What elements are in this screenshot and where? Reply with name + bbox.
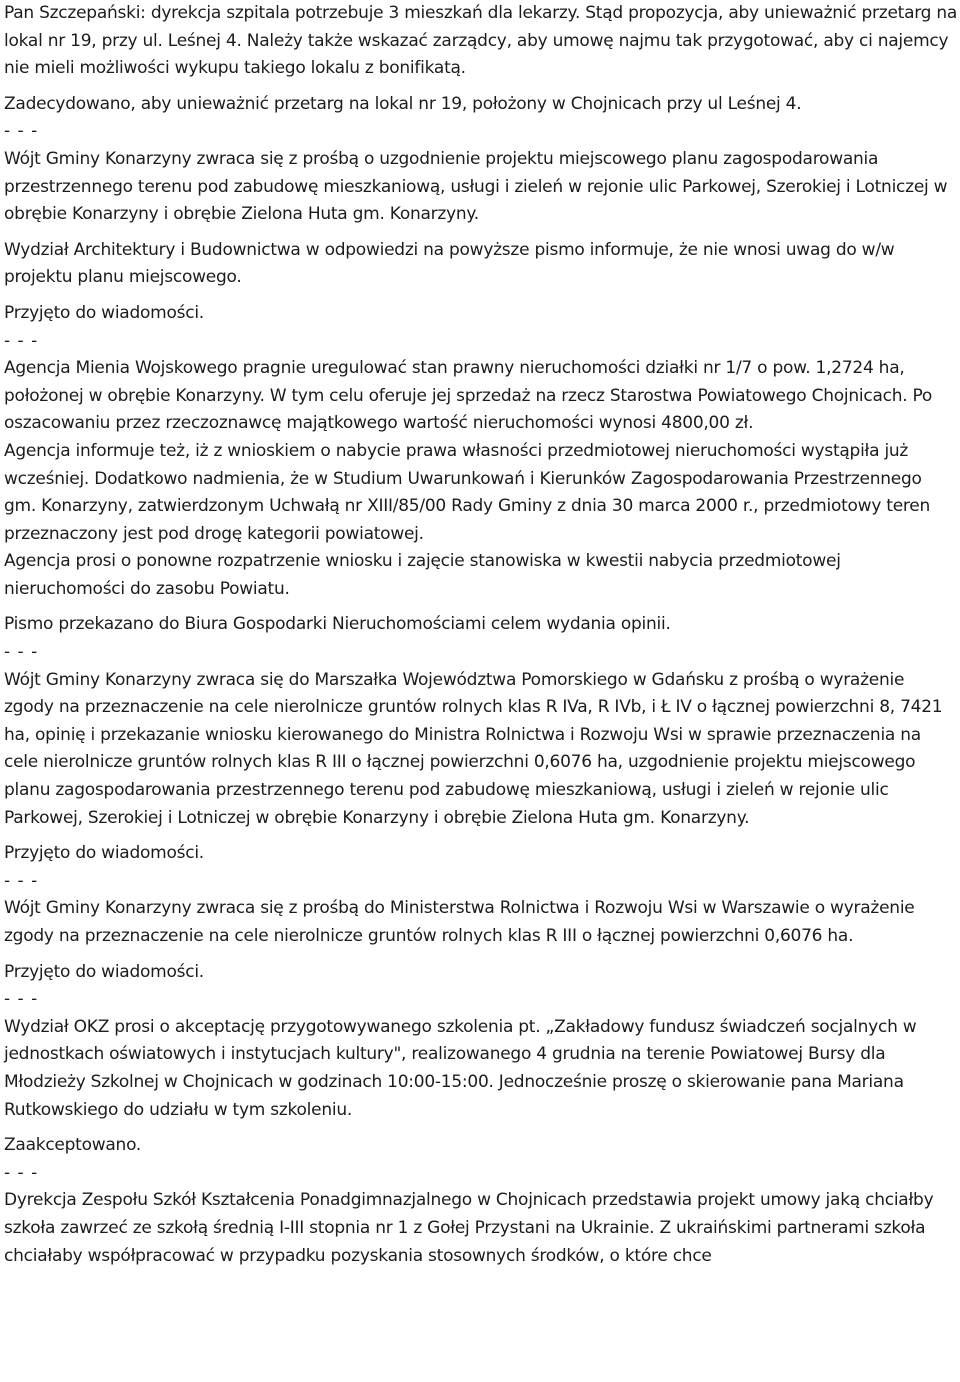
paragraph-zaakceptowano: Zaakceptowano. <box>4 1135 142 1156</box>
separator: - - - <box>4 121 39 142</box>
separator: - - - <box>4 1162 39 1183</box>
paragraph-agencja-prosi: Agencja prosi o ponowne rozpatrzenie wniosku i zajęcie stanowiska w kwestii nabycia przedmiotowej nieruchomości do zasobu Powiatu. <box>4 551 841 599</box>
paragraph-wydzial-okz: Wydział OKZ prosi o akceptację przygotowywanego szkolenia pt. „Zakładowy fundusz świadczeń socjalnych w jednostkach oświatowych i instytucjach kultury", realizowanego 4 grudnia na terenie Powiatowej Bursy dla Młodzieży Szkolnej w Chojnicach w godzinach 10:00-15:00. Jednocześnie proszę o skierowanie pana Mariana Rutkowskiego do udziału w tym szkoleniu. <box>4 1016 917 1120</box>
paragraph-wojt-plan: Wójt Gminy Konarzyny zwraca się z prośbą o uzgodnienie projektu miejscowego planu zagospodarowania przestrzennego terenu pod zabudowę mieszkaniową, usługi i zieleń w rejonie ulic Parkowej, Szerokiej i Lotniczej w obrębie Konarzyny i obrębie Zielona Huta gm. Konarzyny. <box>4 148 948 225</box>
separator: - - - <box>4 989 39 1010</box>
paragraph-agencja-informuje: Agencja informuje też, iż z wnioskiem o nabycie prawa własności przedmiotowej nieruchomości wystąpiła już wcześniej. Dodatkowo nadmienia, że w Studium Uwarunkowań i Kierunków Zagospodarowania Przestrzennego gm. Konarzyny, zatwierdzonym Uchwałą nr XIII/85/00 Rady Gminy z dnia 30 marca 2000 r., przedmiotowy teren przeznaczony jest pod drogę kategorii powiatowej. <box>4 440 931 544</box>
document-page <box>4 0 958 1270</box>
paragraph-wojt-marszalek: Wójt Gminy Konarzyny zwraca się do Marszałka Województwa Pomorskiego w Gdańsku z prośbą o wyrażenie zgody na przeznaczenie na cele nierolnicze gruntów rolnych klas R IVa, R IVb, i Ł IV o łącznej powierzchni 8, 7421 ha, opinię i przekazanie wniosku kierowanego do Ministra Rolnictwa i Rozwoju Wsi w sprawie przeznaczenia na cele nierolnicze gruntów rolnych klas R III o łącznej powierzchni 0,6076 ha, uzgodnienie projektu miejscowego planu zagospodarowania przestrzennego terenu pod zabudowę mieszkaniową, usługi i zieleń w rejonie ulic Parkowej, Szerokiej i Lotniczej w obrębie Konarzyny i obrębie Zielona Huta gm. Konarzyny. <box>4 669 943 828</box>
separator: - - - <box>4 870 39 891</box>
paragraph-decision-lokal: Zadecydowano, aby unieważnić przetarg na lokal nr 19, położony w Chojnicach przy ul Leśnej 4. <box>4 93 802 114</box>
paragraph-przyjeto: Przyjęto do wiadomości. <box>4 843 204 864</box>
separator: - - - <box>4 642 39 663</box>
paragraph-pismo-przekazano: Pismo przekazano do Biura Gospodarki Nieruchomościami celem wydania opinii. <box>4 614 671 635</box>
paragraph-szczepanski: Pan Szczepański: dyrekcja szpitala potrzebuje 3 mieszkań dla lekarzy. Stąd propozycja, aby unieważnić przetarg na lokal nr 19, przy ul. Leśnej 4. Należy także wskazać zarządcy, aby umowę najmu tak przygotować, aby ci najemcy nie mieli możliwości wykupu takiego lokalu z bonifikatą. <box>4 3 958 79</box>
paragraph-dyrekcja-zskp: Dyrekcja Zespołu Szkół Kształcenia Ponadgimnazjalnego w Chojnicach przedstawia projekt umowy jaką chciałby szkoła zawrzeć ze szkołą średnią I-III stopnia nr 1 z Gołej Przystani na Ukrainie. Z ukraińskimi partnerami szkoła chciałaby współpracować w przypadku pozyskania stosownych środków, o które chce <box>4 1190 934 1266</box>
separator: - - - <box>4 330 39 351</box>
paragraph-wojt-ministerstwo: Wójt Gminy Konarzyny zwraca się z prośbą do Ministerstwa Rolnictwa i Rozwoju Wsi w Warszawie o wyrażenie zgody na przeznaczenie na cele nierolnicze gruntów rolnych klas R III o łącznej powierzchni 0,6076 ha. <box>4 898 915 946</box>
paragraph-agencja-mienia: Agencja Mienia Wojskowego pragnie uregulować stan prawny nieruchomości działki nr 1/7 o pow. 1,2724 ha, położonej w obrębie Konarzyny. W tym celu oferuje jej sprzedaż na rzecz Starostwa Powiatowego Chojnicach. Po oszacowaniu przez rzeczoznawcę majątkowego wartość nieruchomości wynosi 4800,00 zł. <box>4 358 933 434</box>
paragraph-przyjeto: Przyjęto do wiadomości. <box>4 961 204 982</box>
paragraph-architektura: Wydział Architektury i Budownictwa w odpowiedzi na powyższe pismo informuje, że nie wnosi uwag do w/w projektu planu miejscowego. <box>4 239 895 288</box>
paragraph-przyjeto: Przyjęto do wiadomości. <box>4 302 204 323</box>
